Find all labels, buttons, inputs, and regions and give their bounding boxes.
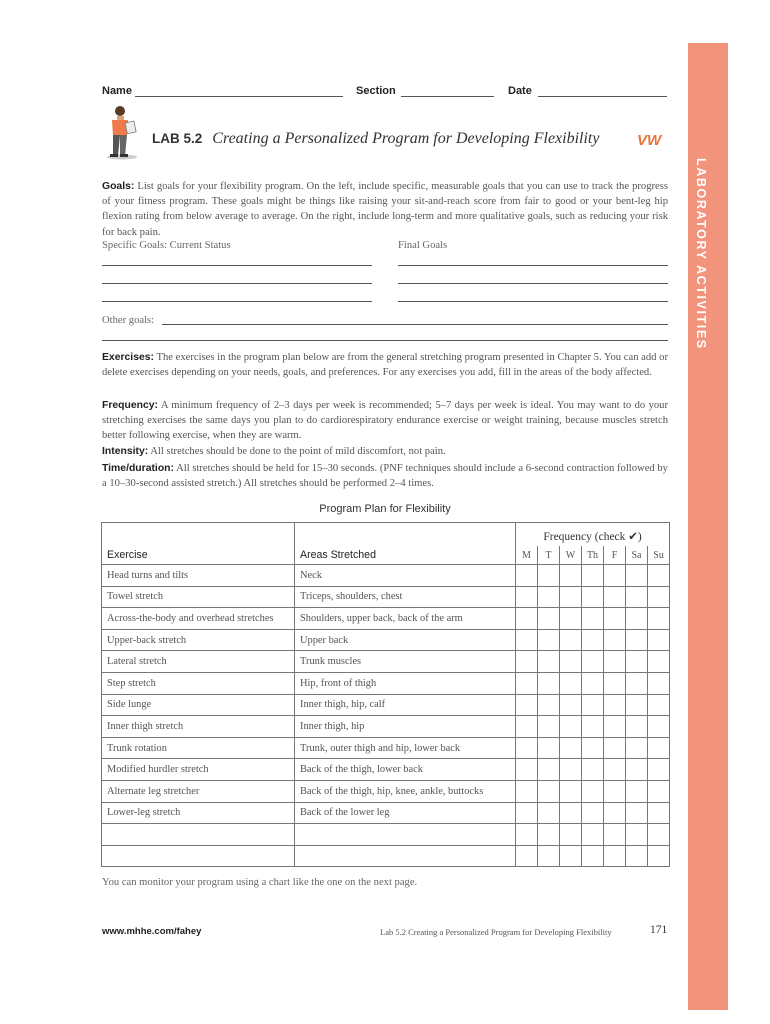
check-cell[interactable] <box>538 672 560 694</box>
day-header: T <box>538 546 560 565</box>
check-cell[interactable] <box>560 694 582 716</box>
exercise-cell: Across-the-body and overhead stretches <box>102 608 295 630</box>
check-cell[interactable] <box>582 586 604 608</box>
check-cell[interactable] <box>626 845 648 867</box>
areas-cell: Trunk muscles <box>295 651 516 673</box>
publisher-logo-icon <box>635 128 667 150</box>
check-cell[interactable] <box>604 586 626 608</box>
specific-goal-line[interactable] <box>102 301 372 302</box>
check-cell[interactable] <box>648 845 670 867</box>
check-cell[interactable] <box>516 651 538 673</box>
other-goals-line[interactable] <box>162 324 668 325</box>
check-cell[interactable] <box>604 802 626 824</box>
check-cell[interactable] <box>538 824 560 846</box>
check-cell[interactable] <box>538 802 560 824</box>
areas-cell: Triceps, shoulders, chest <box>295 586 516 608</box>
goals-text: List goals for your flexibility program. On the left, include specific, measurable goals that you can use to track the progress of your fitness program. These goals might be things like raising your sit-and-reach score from fair to good or your bent-leg hip flexion rating from below average to average. On the right, include long-term and more qualitative goals, such as reducing your risk for back pain. <box>102 181 668 238</box>
check-cell[interactable] <box>626 586 648 608</box>
time-text: All stretches should be held for 15–30 seconds. (PNF techniques should include a 6-second contraction followed by a 10–30-second assisted stretch.) All stretches should be performed 2–4 times. <box>102 463 668 490</box>
svg-text:VW: VW <box>637 132 662 149</box>
exercise-cell: Lateral stretch <box>102 651 295 673</box>
check-cell[interactable] <box>626 716 648 738</box>
name-field[interactable] <box>135 96 343 97</box>
check-cell[interactable] <box>582 629 604 651</box>
day-header: F <box>604 546 626 565</box>
goals-label: Goals: <box>102 181 135 192</box>
table-row <box>102 824 670 846</box>
areas-cell: Inner thigh, hip <box>295 716 516 738</box>
date-label: Date <box>508 85 532 97</box>
check-cell[interactable] <box>538 759 560 781</box>
final-goal-line[interactable] <box>398 283 668 284</box>
check-cell[interactable] <box>648 672 670 694</box>
check-cell[interactable] <box>516 629 538 651</box>
time-label: Time/duration: <box>102 463 174 474</box>
exercise-cell: Trunk rotation <box>102 737 295 759</box>
name-label: Name <box>102 85 132 97</box>
exercise-cell: Step stretch <box>102 672 295 694</box>
lab-title <box>152 130 599 148</box>
check-cell[interactable] <box>582 737 604 759</box>
frequency-header: Frequency (check ✔) <box>516 523 670 547</box>
check-cell[interactable] <box>560 608 582 630</box>
exercise-cell: Lower-leg stretch <box>102 802 295 824</box>
check-cell[interactable] <box>516 716 538 738</box>
check-cell[interactable] <box>626 780 648 802</box>
areas-cell: Trunk, outer thigh and hip, lower back <box>295 737 516 759</box>
areas-cell: Back of the thigh, lower back <box>295 759 516 781</box>
check-cell[interactable] <box>582 759 604 781</box>
table-row <box>102 565 670 587</box>
check-cell[interactable] <box>582 824 604 846</box>
exercises-paragraph <box>102 350 668 380</box>
check-cell[interactable] <box>604 608 626 630</box>
check-cell[interactable] <box>648 802 670 824</box>
check-cell[interactable] <box>582 716 604 738</box>
check-cell[interactable] <box>648 608 670 630</box>
check-cell[interactable] <box>516 824 538 846</box>
check-cell[interactable] <box>648 586 670 608</box>
check-cell[interactable] <box>516 565 538 587</box>
check-cell[interactable] <box>538 651 560 673</box>
check-cell[interactable] <box>648 651 670 673</box>
check-cell[interactable] <box>560 651 582 673</box>
check-cell[interactable] <box>648 824 670 846</box>
check-cell[interactable] <box>604 824 626 846</box>
intensity-paragraph <box>102 444 668 459</box>
day-header: Th <box>582 546 604 565</box>
table-row <box>102 802 670 824</box>
final-goal-line[interactable] <box>398 301 668 302</box>
check-cell[interactable] <box>582 780 604 802</box>
areas-cell <box>295 824 516 846</box>
check-cell[interactable] <box>604 780 626 802</box>
exercise-cell <box>102 845 295 867</box>
check-cell[interactable] <box>626 824 648 846</box>
check-cell[interactable] <box>604 629 626 651</box>
goals-paragraph <box>102 179 668 240</box>
check-cell[interactable] <box>538 716 560 738</box>
table-row <box>102 737 670 759</box>
check-cell[interactable] <box>516 694 538 716</box>
table-row <box>102 694 670 716</box>
check-cell[interactable] <box>648 629 670 651</box>
check-cell[interactable] <box>626 759 648 781</box>
time-paragraph <box>102 461 668 491</box>
check-cell[interactable] <box>516 586 538 608</box>
exercise-cell <box>102 824 295 846</box>
check-cell[interactable] <box>582 565 604 587</box>
check-cell[interactable] <box>516 780 538 802</box>
areas-cell <box>295 845 516 867</box>
check-cell[interactable] <box>560 672 582 694</box>
table-row <box>102 845 670 867</box>
other-goals-line[interactable] <box>102 340 668 341</box>
areas-cell: Back of the thigh, hip, knee, ankle, buttocks <box>295 780 516 802</box>
check-cell[interactable] <box>626 629 648 651</box>
areas-cell: Shoulders, upper back, back of the arm <box>295 608 516 630</box>
check-cell[interactable] <box>582 651 604 673</box>
footer-running-title: Lab 5.2 Creating a Personalized Program for Developing Flexibility <box>380 927 612 937</box>
check-cell[interactable] <box>648 759 670 781</box>
check-cell[interactable] <box>560 824 582 846</box>
check-cell[interactable] <box>538 586 560 608</box>
check-cell[interactable] <box>516 802 538 824</box>
exercises-text: The exercises in the program plan below are from the general stretching program presented in Chapter 5. You can add or delete exercises depending on your needs, goals, and preferences. For any exercises you add, fill in the areas of the body affected. <box>102 352 668 379</box>
exercise-cell: Head turns and tilts <box>102 565 295 587</box>
closing-note: You can monitor your program using a chart like the one on the next page. <box>102 877 418 888</box>
check-cell[interactable] <box>604 737 626 759</box>
person-with-clipboard-icon <box>100 102 144 160</box>
check-cell[interactable] <box>538 608 560 630</box>
check-cell[interactable] <box>560 716 582 738</box>
section-field[interactable] <box>401 96 494 97</box>
check-cell[interactable] <box>582 802 604 824</box>
day-header: W <box>560 546 582 565</box>
check-cell[interactable] <box>538 629 560 651</box>
check-cell[interactable] <box>516 759 538 781</box>
table-title: Program Plan for Flexibility <box>319 503 451 515</box>
specific-goal-line[interactable] <box>102 283 372 284</box>
check-cell[interactable] <box>604 694 626 716</box>
table-row <box>102 651 670 673</box>
check-cell[interactable] <box>516 672 538 694</box>
day-header: Sa <box>626 546 648 565</box>
check-cell[interactable] <box>560 737 582 759</box>
page-number: 171 <box>650 924 668 936</box>
check-cell[interactable] <box>516 608 538 630</box>
other-goals-label: Other goals: <box>102 315 155 326</box>
table-row <box>102 759 670 781</box>
table-row <box>102 629 670 651</box>
check-cell[interactable] <box>582 608 604 630</box>
exercise-cell: Upper-back stretch <box>102 629 295 651</box>
final-goal-line[interactable] <box>398 265 668 266</box>
check-cell[interactable] <box>648 716 670 738</box>
exercise-column-header: Exercise <box>102 523 295 565</box>
check-cell[interactable] <box>626 694 648 716</box>
table-row <box>102 780 670 802</box>
areas-column-header: Areas Stretched <box>295 523 516 565</box>
specific-goals-label: Specific Goals: Current Status <box>102 240 231 251</box>
check-cell[interactable] <box>604 672 626 694</box>
check-cell[interactable] <box>582 845 604 867</box>
table-row <box>102 608 670 630</box>
check-cell[interactable] <box>516 737 538 759</box>
check-cell[interactable] <box>604 565 626 587</box>
check-cell[interactable] <box>538 565 560 587</box>
check-cell[interactable] <box>626 737 648 759</box>
check-cell[interactable] <box>604 651 626 673</box>
date-field[interactable] <box>538 96 667 97</box>
check-cell[interactable] <box>560 586 582 608</box>
check-cell[interactable] <box>538 845 560 867</box>
areas-cell: Inner thigh, hip, calf <box>295 694 516 716</box>
check-cell[interactable] <box>626 608 648 630</box>
exercise-cell: Towel stretch <box>102 586 295 608</box>
check-cell[interactable] <box>560 565 582 587</box>
check-cell[interactable] <box>538 737 560 759</box>
table-row <box>102 586 670 608</box>
check-cell[interactable] <box>582 694 604 716</box>
areas-cell: Upper back <box>295 629 516 651</box>
check-cell[interactable] <box>626 565 648 587</box>
table-row <box>102 716 670 738</box>
exercise-cell: Alternate leg stretcher <box>102 780 295 802</box>
check-cell[interactable] <box>648 694 670 716</box>
check-cell[interactable] <box>648 737 670 759</box>
areas-cell: Back of the lower leg <box>295 802 516 824</box>
check-cell[interactable] <box>560 780 582 802</box>
day-header: M <box>516 546 538 565</box>
check-cell[interactable] <box>626 651 648 673</box>
check-cell[interactable] <box>516 845 538 867</box>
exercises-label: Exercises: <box>102 352 154 363</box>
table-row <box>102 672 670 694</box>
side-tab-label: LABORATORY ACTIVITIES <box>694 158 708 350</box>
intensity-label: Intensity: <box>102 446 149 457</box>
final-goals-label: Final Goals <box>398 240 448 251</box>
frequency-paragraph <box>102 398 668 444</box>
check-cell[interactable] <box>604 845 626 867</box>
lab-title-text: Creating a Personalized Program for Developing Flexibility <box>212 130 600 147</box>
check-cell[interactable] <box>604 759 626 781</box>
day-header: Su <box>648 546 670 565</box>
check-cell[interactable] <box>560 759 582 781</box>
exercise-cell: Inner thigh stretch <box>102 716 295 738</box>
check-cell[interactable] <box>538 694 560 716</box>
check-cell[interactable] <box>626 672 648 694</box>
check-cell[interactable] <box>560 629 582 651</box>
lab-number: LAB 5.2 <box>152 131 203 146</box>
check-cell[interactable] <box>538 780 560 802</box>
exercise-cell: Side lunge <box>102 694 295 716</box>
check-cell[interactable] <box>560 845 582 867</box>
check-cell[interactable] <box>560 802 582 824</box>
check-cell[interactable] <box>648 565 670 587</box>
check-cell[interactable] <box>604 716 626 738</box>
check-cell[interactable] <box>626 802 648 824</box>
exercise-cell: Modified hurdler stretch <box>102 759 295 781</box>
frequency-label: Frequency: <box>102 400 159 411</box>
areas-cell: Neck <box>295 565 516 587</box>
section-label: Section <box>356 85 396 97</box>
areas-cell: Hip, front of thigh <box>295 672 516 694</box>
specific-goal-line[interactable] <box>102 265 372 266</box>
program-plan-table <box>101 522 670 867</box>
intensity-text: All stretches should be done to the point of mild discomfort, not pain. <box>150 446 446 457</box>
check-cell[interactable] <box>582 672 604 694</box>
check-cell[interactable] <box>648 780 670 802</box>
footer-url: www.mhhe.com/fahey <box>102 926 202 937</box>
frequency-text: A minimum frequency of 2–3 days per week is recommended; 5–7 days per week is ideal. You may want to do your stretching exercises the same days you plan to do cardiorespiratory endurance exercise or weight training, because muscles stretch better following exercise, when they are warm. <box>102 400 668 442</box>
